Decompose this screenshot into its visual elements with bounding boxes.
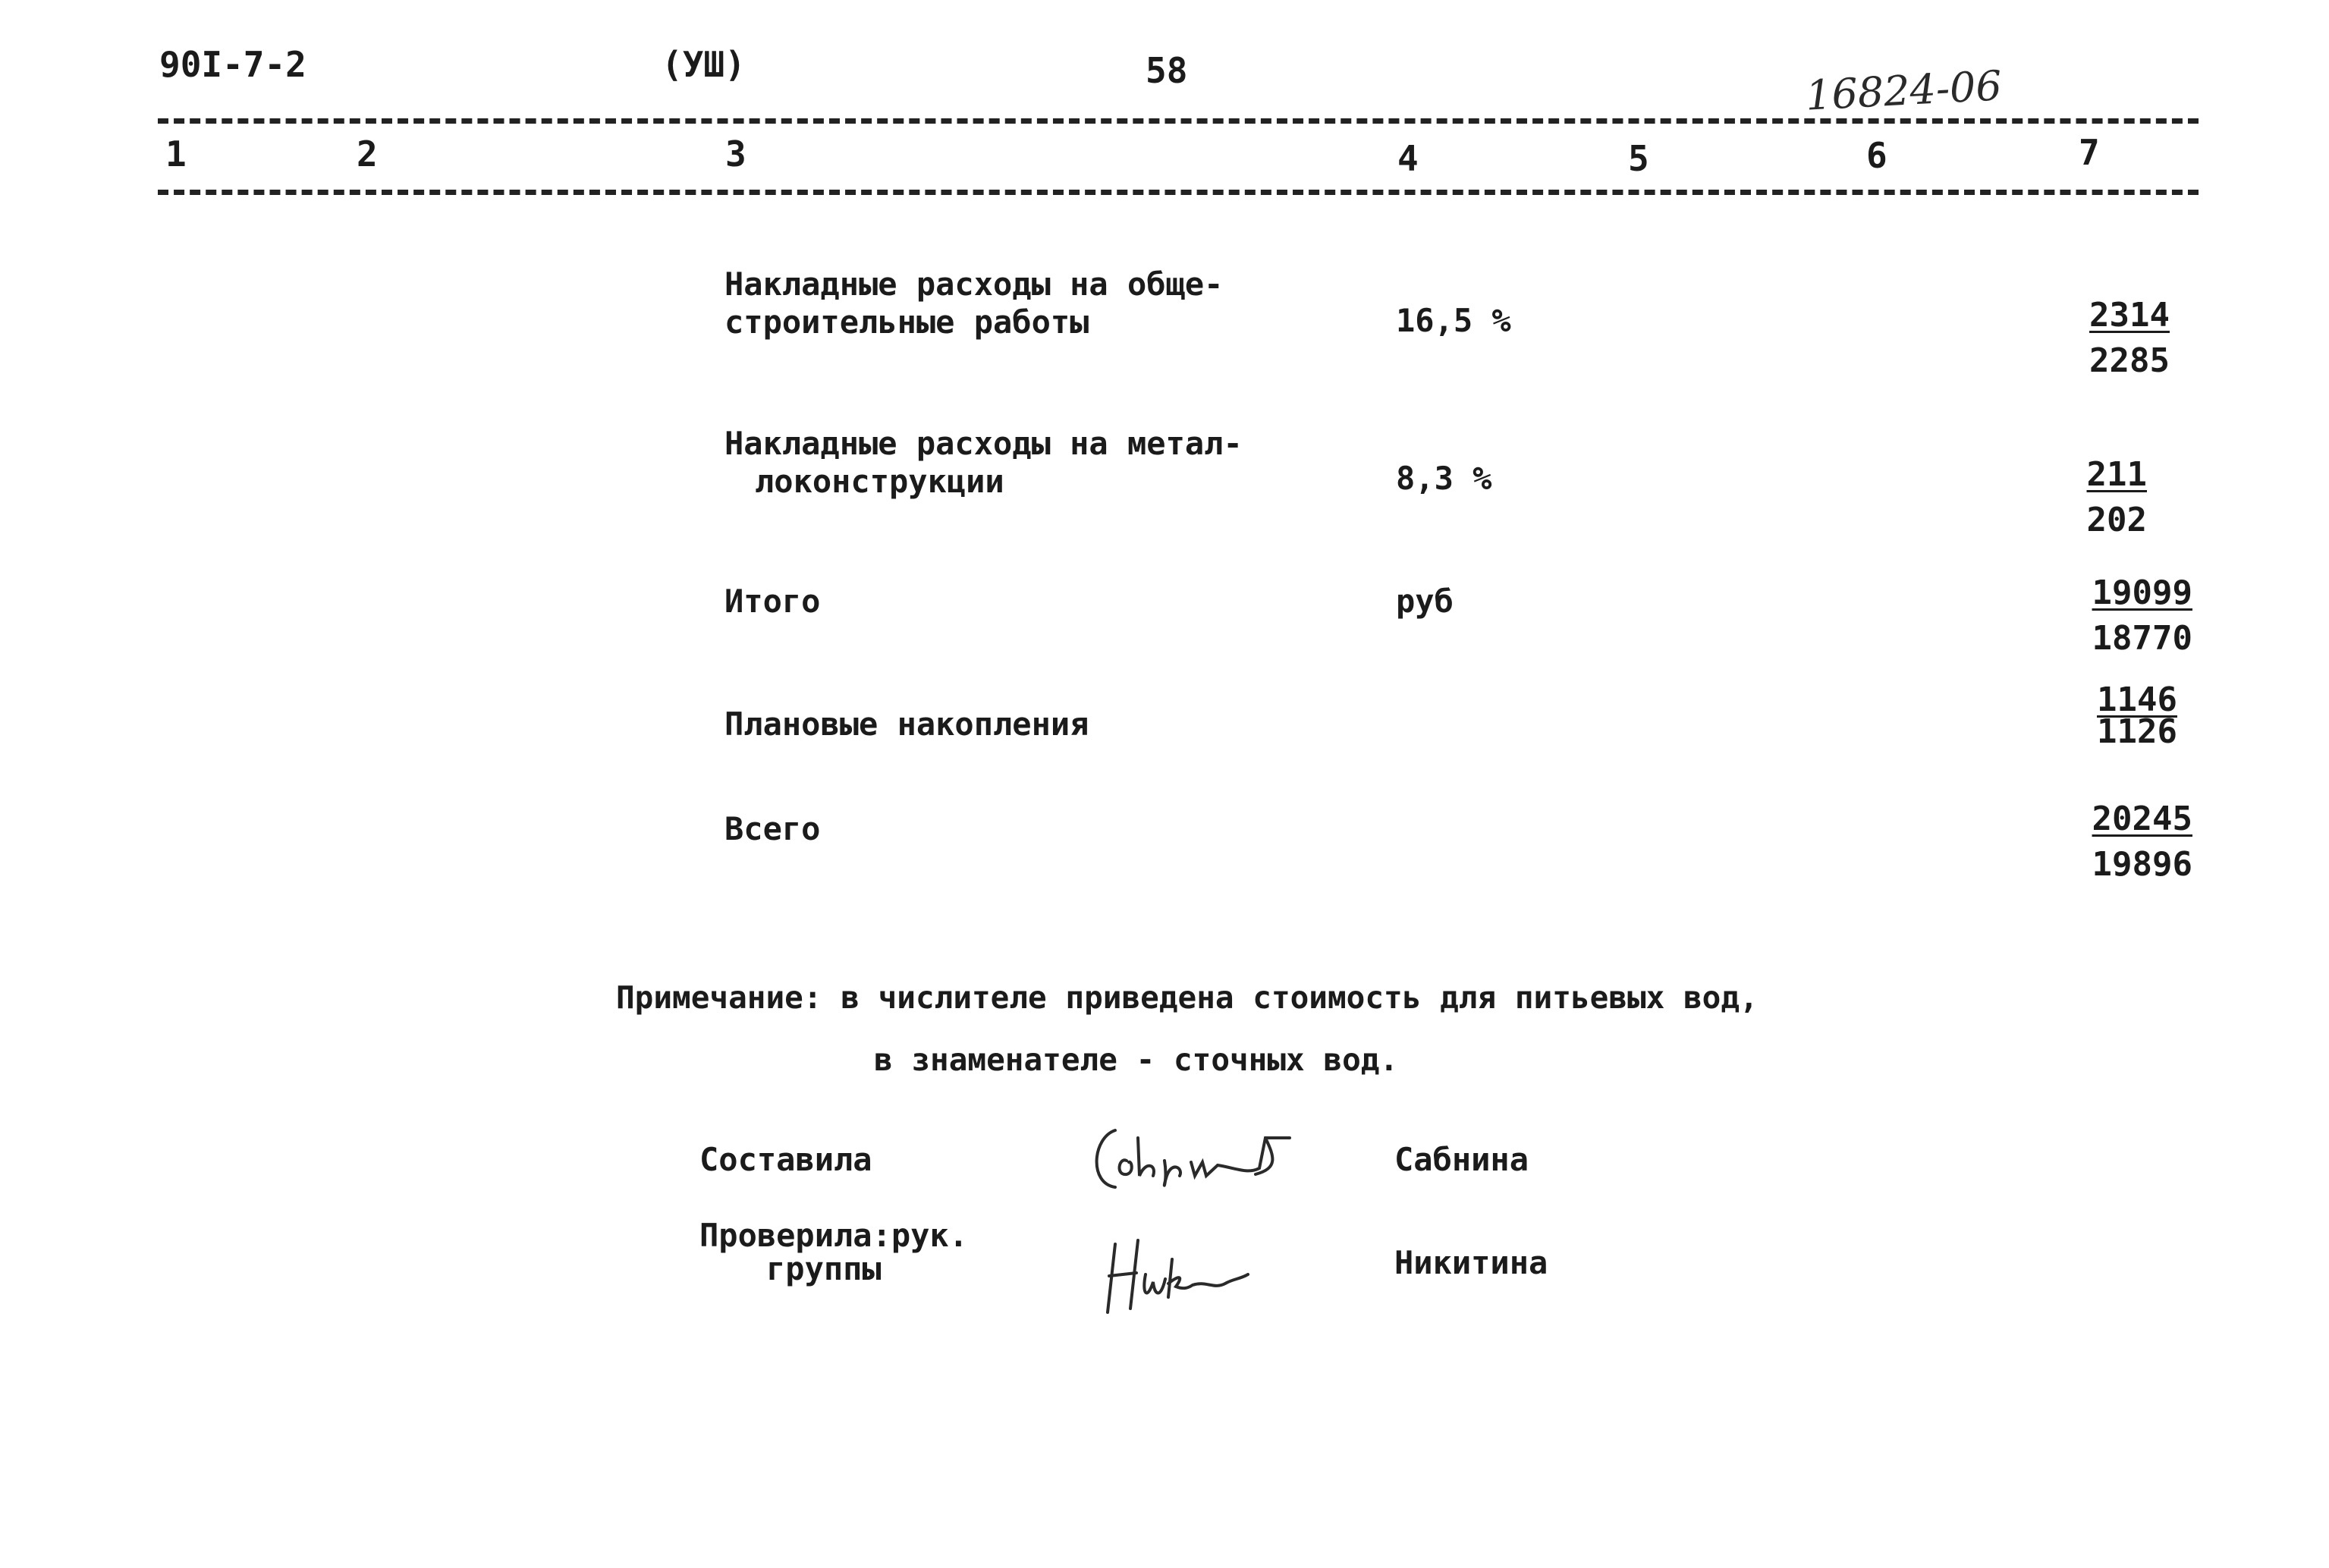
row-label: Плановые накопления [724, 705, 1089, 743]
row-rate: 8,3 % [1396, 460, 1492, 497]
checked-by-label: Проверила:рук. группы [699, 1217, 969, 1287]
denominator-value: 18770 [2092, 619, 2192, 658]
row-label: Накладные расходы на обще- строительные работы [724, 266, 1224, 341]
row-unit: руб [1396, 583, 1454, 620]
checked-signature [1092, 1229, 1290, 1320]
denominator-value: 2285 [2089, 341, 2170, 380]
column-header-4: 4 [1397, 138, 1419, 179]
section-label: (УШ) [662, 44, 746, 85]
column-header-6: 6 [1866, 135, 1887, 176]
handwritten-reference: 16824-06 [1804, 61, 2004, 120]
row-value-fraction [2026, 680, 2177, 751]
compiled-by-name: Сабнина [1394, 1141, 1529, 1178]
header-bottom-rule [158, 190, 2199, 195]
document-code: 90I-7-2 [159, 44, 306, 85]
page-number: 58 [1146, 50, 1188, 91]
note-line-2: в знаменателе - сточных вод. [874, 1042, 1399, 1078]
numerator-value: 211 [2086, 455, 2147, 494]
denominator-value: 1126 [2097, 712, 2177, 751]
denominator-value: 202 [2086, 501, 2147, 539]
row-value-fraction [2041, 797, 2192, 888]
column-header-5: 5 [1628, 138, 1649, 179]
row-label: Всего [724, 810, 821, 847]
column-header-7: 7 [2079, 132, 2100, 173]
row-value-fraction [1995, 452, 2147, 543]
denominator-value: 19896 [2092, 845, 2192, 884]
note-line-1: Примечание: в числителе приведена стоимость для питьевых вод, [616, 979, 1759, 1016]
numerator-value: 19099 [2092, 573, 2192, 612]
checked-by-name: Никитина [1394, 1244, 1548, 1281]
row-rate: 16,5 % [1396, 302, 1511, 339]
numerator-value: 20245 [2092, 800, 2192, 838]
row-label: Накладные расходы на метал- локонструкции [724, 425, 1243, 500]
column-header-2: 2 [357, 134, 378, 174]
row-value-fraction [2041, 570, 2192, 661]
numerator-value: 2314 [2089, 296, 2170, 335]
compiled-signature [1085, 1115, 1312, 1199]
numerator-value: 1146 [2097, 680, 2177, 719]
row-value-fraction [2018, 293, 2170, 384]
column-header-3: 3 [725, 134, 746, 174]
column-header-1: 1 [165, 134, 187, 174]
compiled-by-label: Составила [699, 1141, 872, 1178]
row-label: Итого [724, 583, 821, 620]
header-top-rule [158, 118, 2199, 124]
